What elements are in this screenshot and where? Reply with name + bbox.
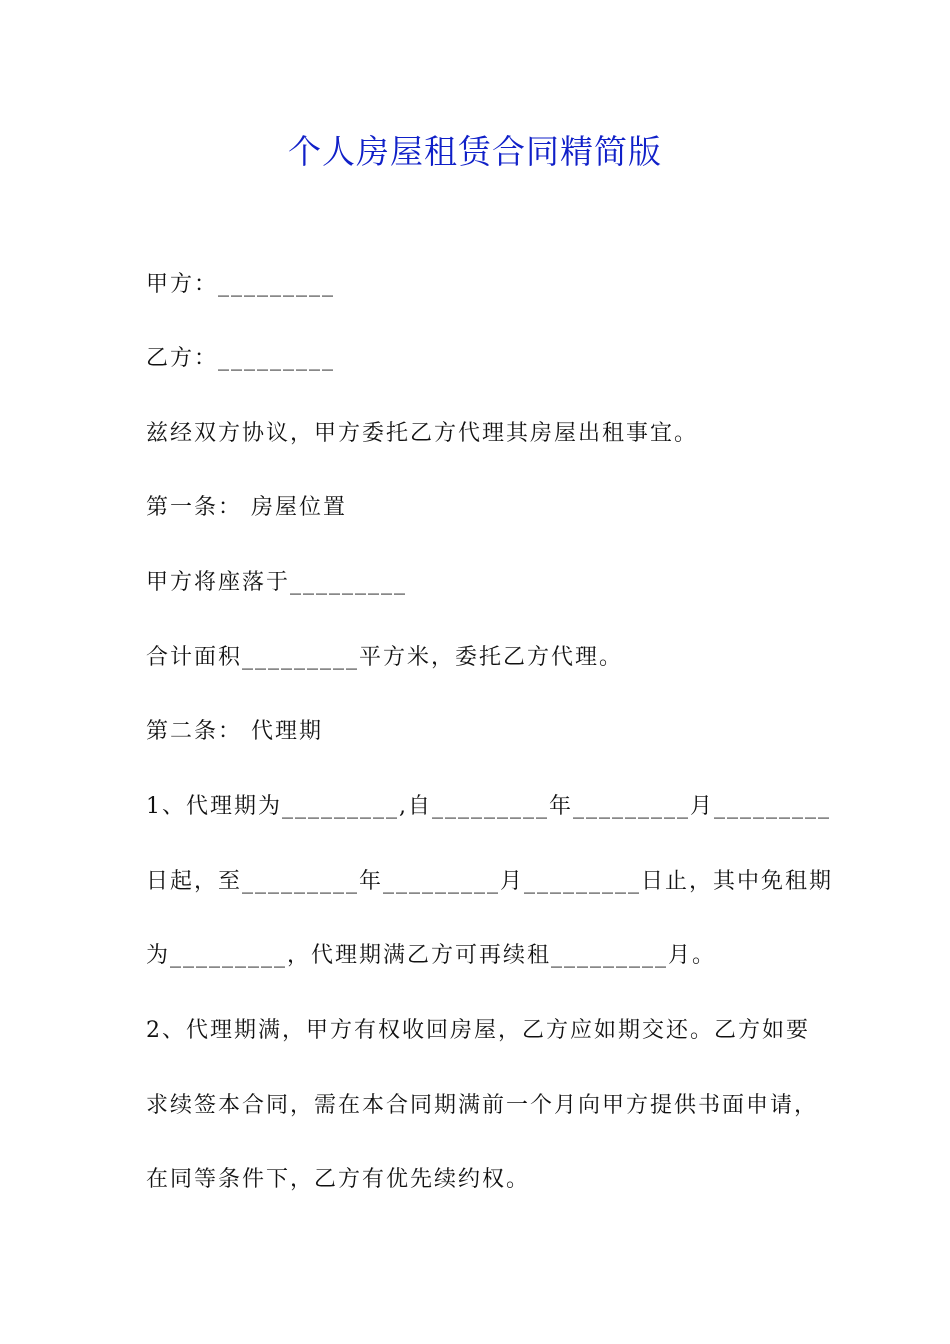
agency-period-line-1: 1、代理期为_________,自_________年_________月_________ [146,794,831,819]
property-location-line: 甲方将座落于_________ [146,570,408,595]
clause-2-line-2: 求续签本合同，需在本合同期满前一个月向甲方提供书面申请， [146,1093,819,1118]
party-a-line: 甲方：_________ [146,272,336,297]
document-title: 个人房屋租赁合同精简版 [288,132,662,171]
clause-2-line-1: 2、代理期满，甲方有权收回房屋，乙方应如期交还。乙方如要 [146,1018,810,1043]
party-b-line: 乙方：_________ [146,346,336,371]
article-2-heading: 第二条： 代理期 [146,719,323,744]
agreement-intro: 兹经双方协议，甲方委托乙方代理其房屋出租事宜。 [146,421,699,446]
agency-period-line-3: 为_________，代理期满乙方可再续租_________月。 [146,943,717,968]
article-1-heading: 第一条： 房屋位置 [146,495,347,520]
property-area-line: 合计面积_________平方米，委托乙方代理。 [146,645,624,670]
clause-2-line-3: 在同等条件下，乙方有优先续约权。 [146,1167,531,1192]
agency-period-line-2: 日起，至_________年_________月_________日止，其中免租期 [146,869,834,894]
